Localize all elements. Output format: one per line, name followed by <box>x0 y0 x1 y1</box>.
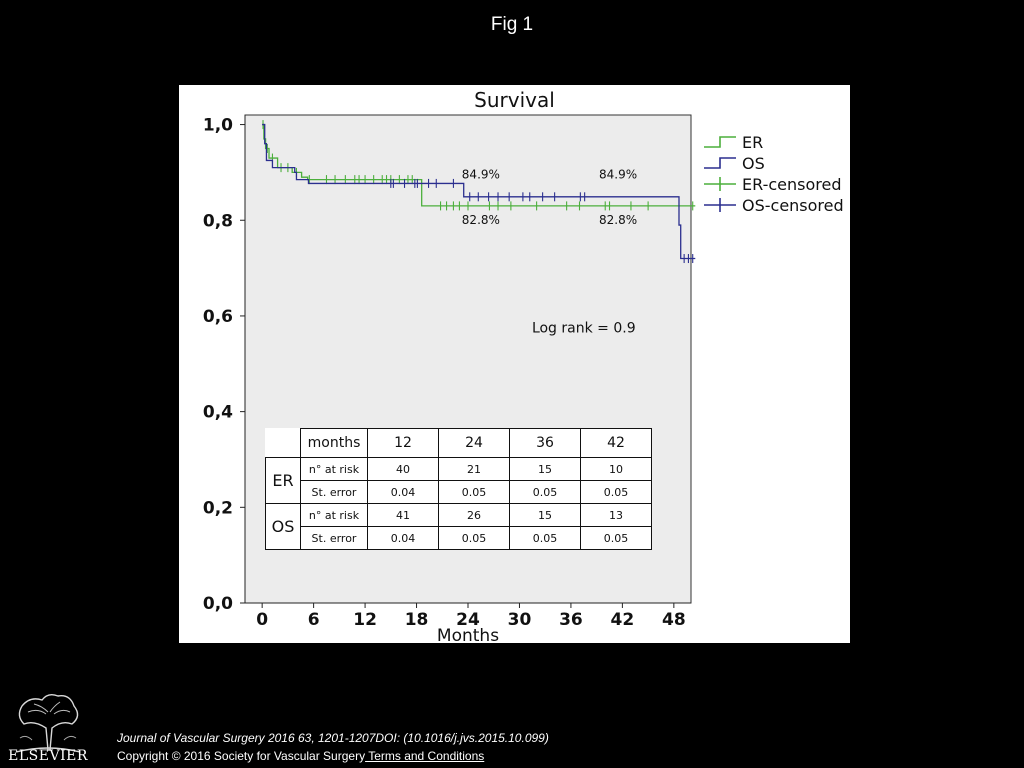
risk-table-group-er: ER <box>266 458 301 504</box>
risk-table-cell: 10 <box>581 458 652 481</box>
x-tick-label: 48 <box>662 610 686 630</box>
risk-table-month-header: 12 <box>368 429 439 458</box>
risk-table-month-header: 24 <box>439 429 510 458</box>
risk-table-cell: 0.04 <box>368 527 439 550</box>
survival-percent-label: 82.8% <box>461 213 500 228</box>
risk-table-row-label: n° at risk <box>301 458 368 481</box>
legend-label-er: ER <box>742 133 764 152</box>
x-tick-label: 30 <box>507 610 532 630</box>
y-tick-label: 0,6 <box>202 306 233 327</box>
x-tick-label: 0 <box>256 610 269 630</box>
risk-table-cell: 0.05 <box>439 481 510 504</box>
figure-title: Fig 1 <box>490 14 534 35</box>
legend-label-os: OS <box>742 154 765 173</box>
y-tick-label: 0,8 <box>202 211 233 232</box>
legend-label-er-censored: ER-censored <box>742 175 842 194</box>
risk-table-row-label: n° at risk <box>301 504 368 527</box>
y-tick-label: 0,0 <box>202 594 233 614</box>
risk-table-cell: 0.05 <box>581 481 652 504</box>
risk-table-cell: 15 <box>510 504 581 527</box>
risk-table-cell: 15 <box>510 458 581 481</box>
x-tick-label: 6 <box>307 610 320 630</box>
risk-table-month-header: 36 <box>510 429 581 458</box>
survival-percent-label: 82.8% <box>599 213 638 228</box>
chart-title: Survival <box>474 88 555 112</box>
legend-label-os-censored: OS-censored <box>742 196 844 215</box>
figure-panel <box>179 85 850 643</box>
legend <box>704 133 844 215</box>
risk-table-corner <box>266 429 301 458</box>
risk-table-cell: 0.05 <box>510 527 581 550</box>
risk-table-cell: 41 <box>368 504 439 527</box>
risk-table-row-label: St. error <box>301 481 368 504</box>
risk-table-cell: 0.05 <box>581 527 652 550</box>
survival-percent-label: 84.9% <box>599 167 638 182</box>
x-tick-label: 12 <box>353 610 377 630</box>
y-tick-label: 0,2 <box>202 498 233 519</box>
risk-table-row <box>266 504 652 527</box>
risk-table-cell: 13 <box>581 504 652 527</box>
x-tick-label: 36 <box>559 610 583 630</box>
risk-table-cell: 21 <box>439 458 510 481</box>
risk-table-row-label: St. error <box>301 527 368 550</box>
survival-percent-label: 84.9% <box>461 167 500 182</box>
risk-table-row <box>266 527 652 550</box>
risk-table-months-label: months <box>301 429 368 458</box>
copyright-text: Copyright © 2016 Society for Vascular Surgery <box>117 749 366 763</box>
log-rank-annotation: Log rank = 0.9 <box>531 320 636 337</box>
risk-table-row <box>266 481 652 504</box>
risk-table-cell: 0.05 <box>439 527 510 550</box>
legend-swatch-er <box>704 137 736 147</box>
citation-text: Journal of Vascular Surgery 2016 63, 1201-1207DOI: (10.1016/j.jvs.2015.10.099) <box>117 731 549 745</box>
x-tick-label: 24 <box>456 610 480 630</box>
copyright-line <box>117 749 484 763</box>
risk-table-month-header: 42 <box>581 429 652 458</box>
x-tick-label: 42 <box>610 610 635 630</box>
risk-table-cell: 40 <box>368 458 439 481</box>
x-tick-label: 18 <box>404 610 429 630</box>
risk-table-header-row <box>266 429 652 458</box>
y-tick-label: 1,0 <box>202 115 233 136</box>
elsevier-wordmark: ELSEVIER <box>8 748 88 764</box>
y-tick-label: 0,4 <box>202 402 233 423</box>
survival-chart <box>179 85 850 643</box>
risk-table-cell: 0.05 <box>510 481 581 504</box>
terms-link[interactable]: Terms and Conditions <box>365 749 485 763</box>
x-axis-label: Months <box>436 626 500 643</box>
risk-table-cell: 0.04 <box>368 481 439 504</box>
risk-table <box>265 428 652 550</box>
risk-table-group-os: OS <box>266 504 301 550</box>
risk-table-cell: 26 <box>439 504 510 527</box>
risk-table-row <box>266 458 652 481</box>
legend-swatch-os <box>704 158 736 168</box>
